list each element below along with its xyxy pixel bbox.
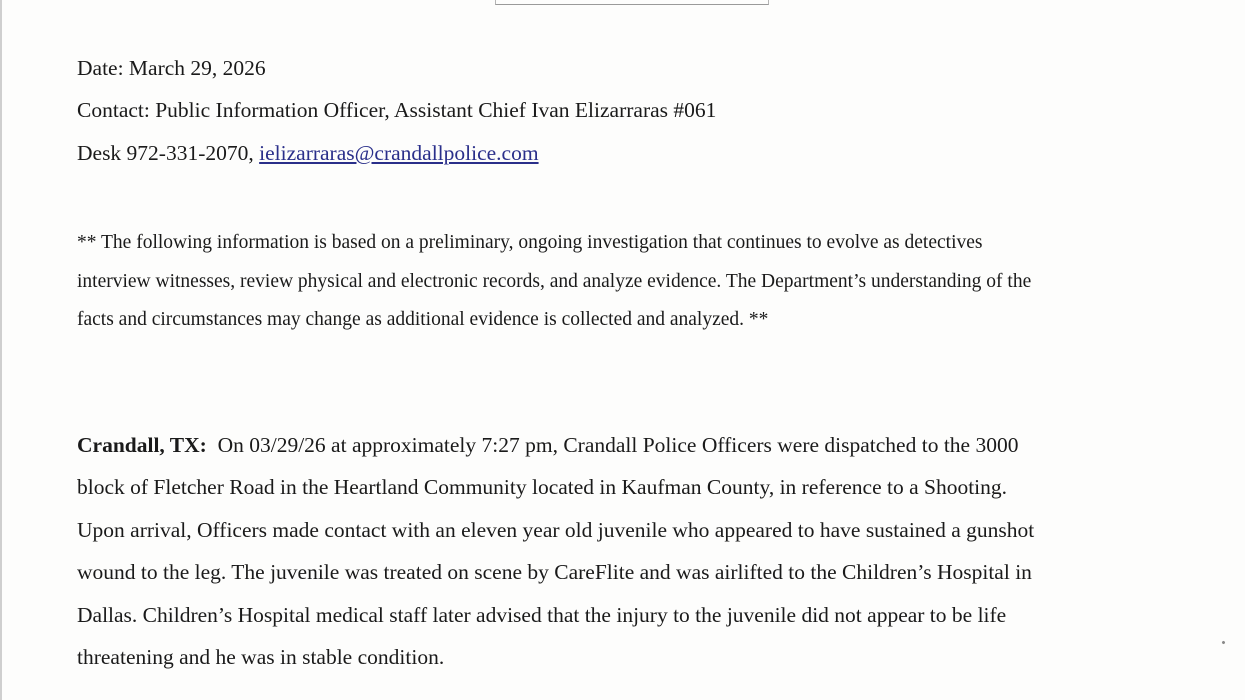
disclaimer-paragraph (77, 224, 1217, 340)
page-left-edge (0, 0, 2, 700)
body-line-text: On 03/29/26 at approximately 7:27 pm, Crandall Police Officers were dispatched to the 3000 (206, 433, 1019, 457)
release-body-paragraph (77, 424, 1217, 678)
desk-phone-line (77, 140, 539, 166)
desk-phone: Desk 972-331-2070, (77, 141, 260, 165)
dateline: Crandall, TX: (77, 433, 207, 457)
body-line: block of Fletcher Road in the Heartland Community located in Kaufman County, in reference to a Shooting. (77, 475, 1008, 500)
contact-info: Contact: Public Information Officer, Assistant Chief Ivan Elizarraras #061 (77, 98, 717, 122)
email-link[interactable]: ielizarraras@crandallpolice.com (259, 141, 539, 165)
release-date: Date: March 29, 2026 (77, 56, 266, 80)
body-line: Upon arrival, Officers made contact with an eleven year old juvenile who appeared to have sustained a gunshot (77, 517, 1035, 542)
body-line: wound to the leg. The juvenile was treated on scene by CareFlite and was airlifted to the Children’s Hospital in (77, 560, 1032, 585)
scan-speck (1221, 640, 1225, 644)
body-line: threatening and he was in stable condition. (77, 645, 445, 670)
body-line: Dallas. Children’s Hospital medical staff later advised that the injury to the juvenile did not appear to be life (77, 602, 1007, 627)
body-line (77, 424, 1217, 466)
page-top-box-edge (495, 0, 769, 5)
disclaimer-line: ** The following information is based on a preliminary, ongoing investigation that continues to evolve as detectives (77, 232, 983, 253)
disclaimer-line: facts and circumstances may change as additional evidence is collected and analyzed. ** (77, 309, 769, 330)
disclaimer-line: interview witnesses, review physical and electronic records, and analyze evidence. The Department’s understanding of the (77, 270, 1032, 292)
